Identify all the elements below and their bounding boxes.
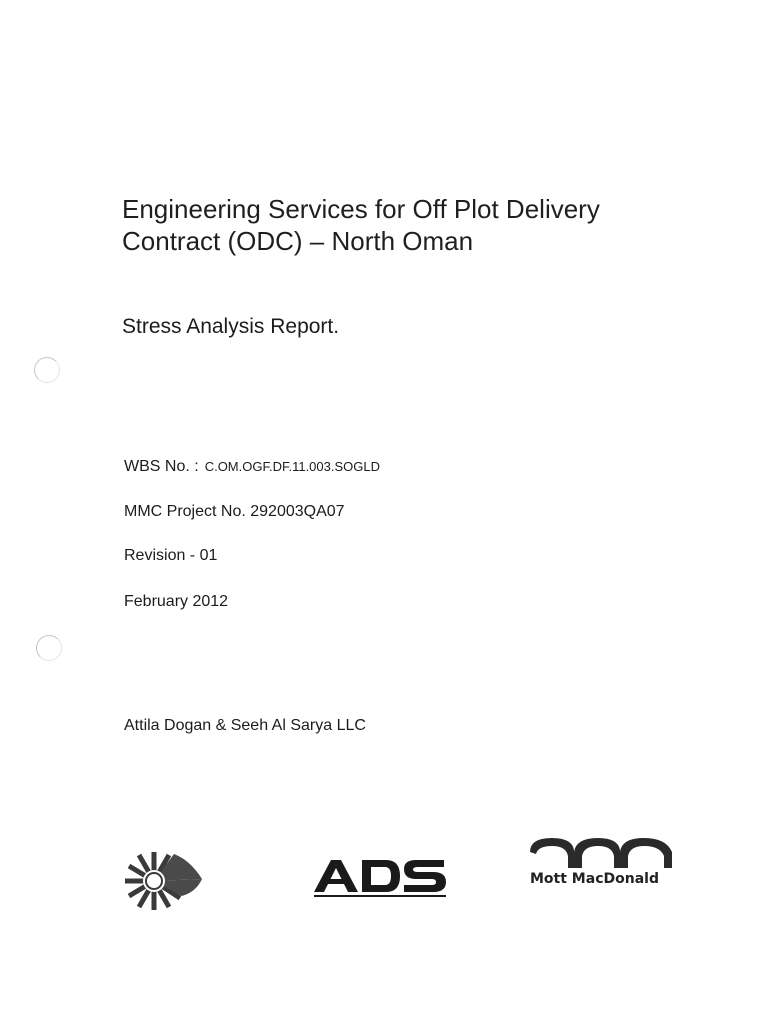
title-line-2: Contract (ODC) – North Oman bbox=[122, 226, 474, 256]
revision: Revision - 01 bbox=[124, 547, 218, 564]
punch-hole-bottom bbox=[36, 635, 62, 661]
wbs-label: WBS No. : bbox=[124, 458, 199, 475]
mott-macdonald-arches-icon bbox=[528, 834, 678, 875]
ads-logo bbox=[312, 856, 448, 905]
mott-macdonald-logo-text: Mott MacDonald bbox=[530, 871, 659, 887]
title-line-1: Engineering Services for Off Plot Delivery bbox=[122, 194, 600, 224]
issue-date: February 2012 bbox=[124, 593, 229, 610]
document-title bbox=[122, 193, 722, 257]
mmc-project-number: MMC Project No. 292003QA07 bbox=[124, 503, 345, 520]
company-name: Attila Dogan & Seeh Al Sarya LLC bbox=[124, 717, 366, 734]
wbs-value: C.OM.OGF.DF.11.003.SOGLD bbox=[204, 459, 380, 474]
sunburst-shell-logo bbox=[120, 848, 210, 919]
wbs-number bbox=[124, 457, 380, 477]
report-subtitle: Stress Analysis Report. bbox=[122, 315, 340, 338]
punch-hole-top bbox=[34, 357, 60, 383]
